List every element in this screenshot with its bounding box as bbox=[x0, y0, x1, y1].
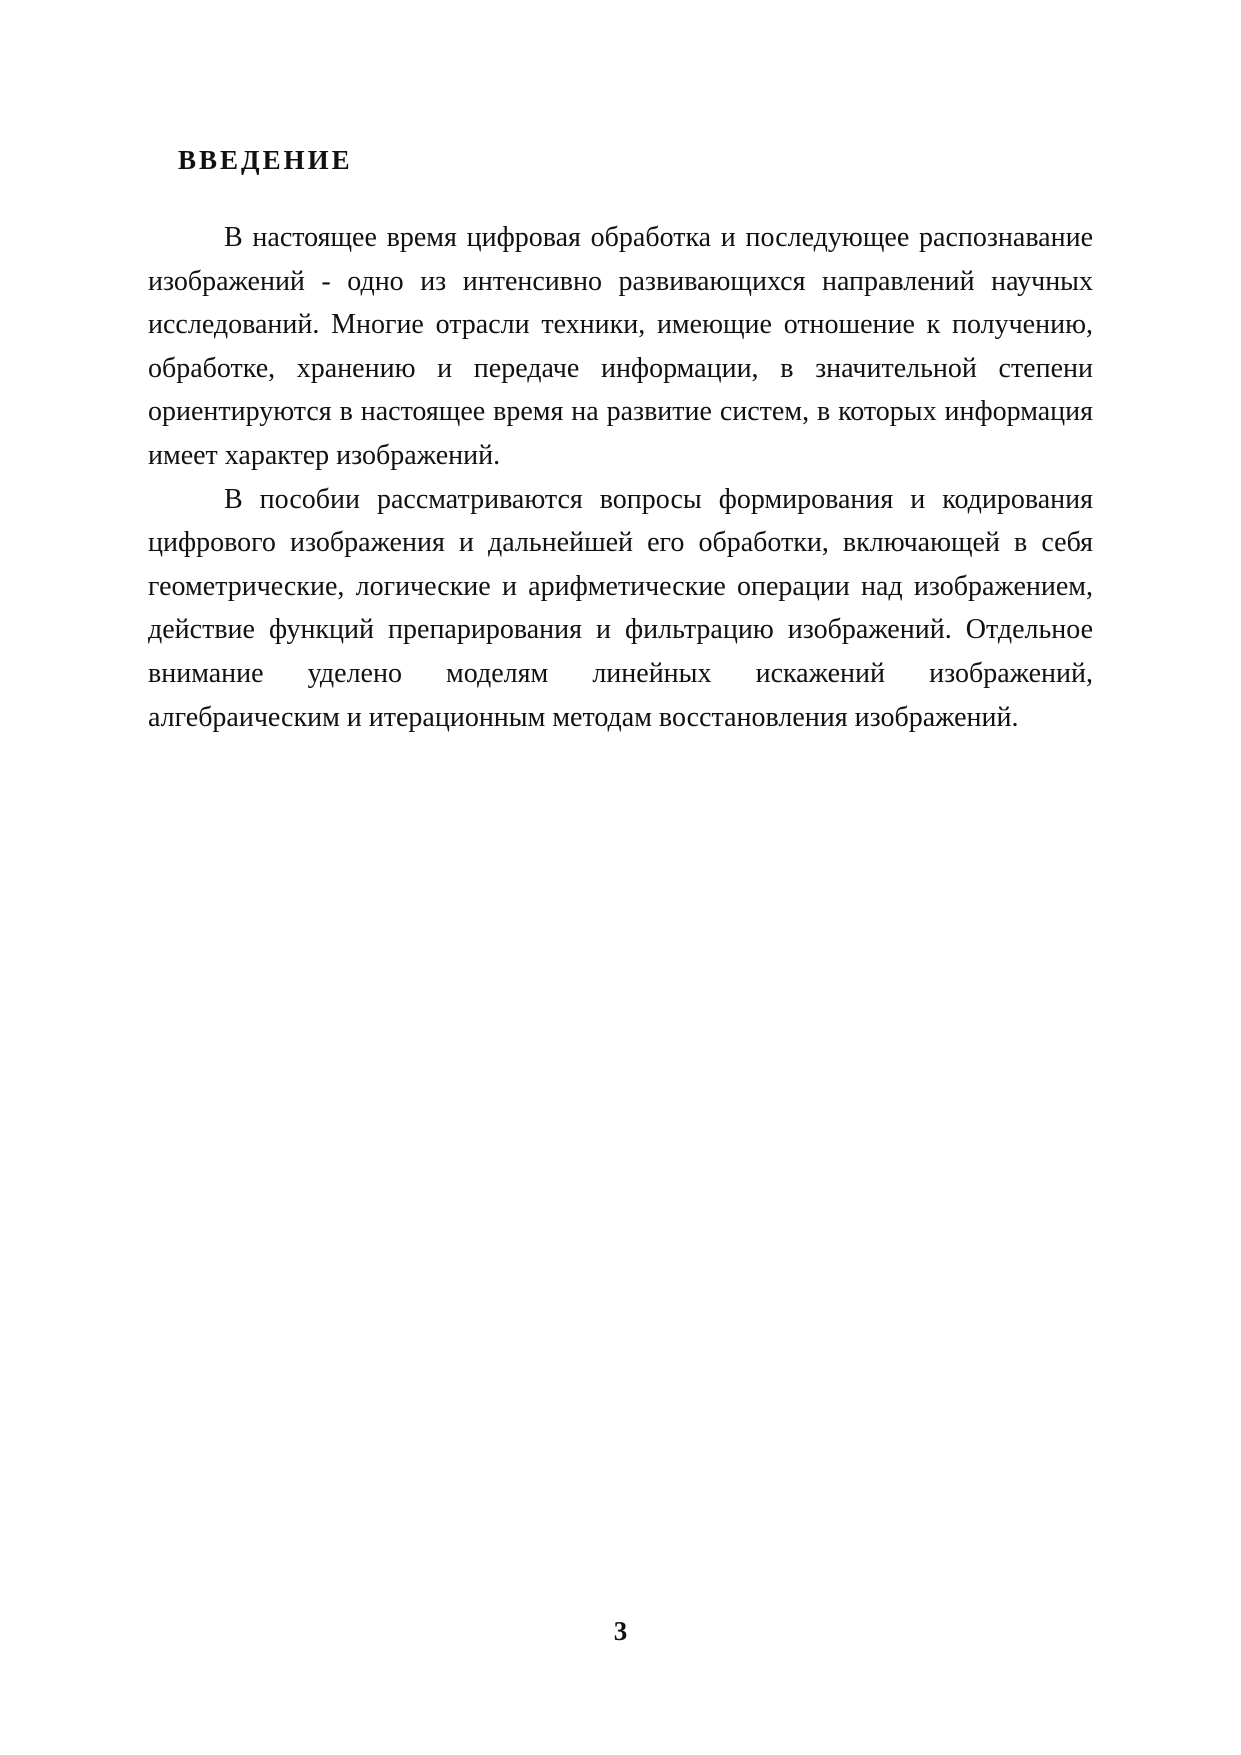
page-number: 3 bbox=[613, 1616, 628, 1646]
body-text bbox=[148, 216, 1093, 739]
paragraph-1: В настоящее время цифровая обработка и последующее распознавание изображений - одно из интенсивно развивающихся направлений научных исследований. Многие отрасли техники, имеющие отношение к получению, обработке, хранению и передаче информации, в значительной степени ориентируются в настоящее время на развитие систем, в которых информация имеет характер изображений. bbox=[148, 222, 1093, 471]
paragraph-2: В пособии рассматриваются вопросы формирования и кодирования цифрового изображения и дальнейшей его обработки, включающей в себя геометрические, логические и арифметические операции над изображением, действие функций препарирования и фильтрацию изображений. Отдельное внимание уделено моделям линейных искажений изображений, алгебраическим и итерационным методам восстановления изображений. bbox=[148, 483, 1093, 733]
section-heading: ВВЕДЕНИЕ bbox=[178, 145, 353, 175]
